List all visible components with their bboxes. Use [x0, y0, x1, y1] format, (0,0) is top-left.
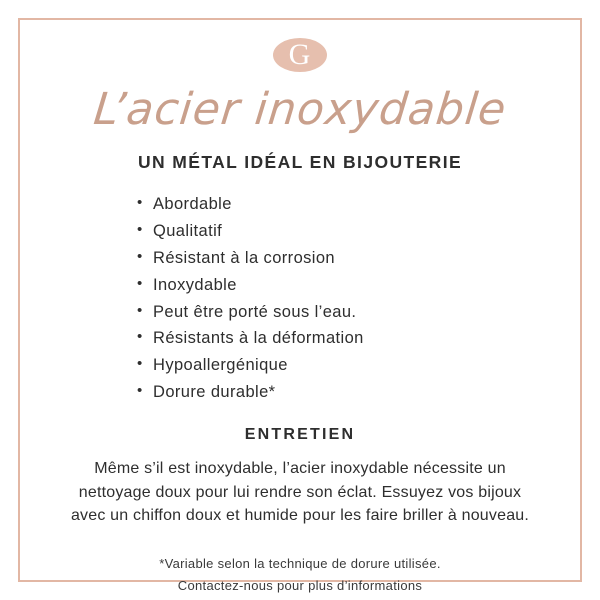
footnote-gilding: *Variable selon la technique de dorure utilisée. — [159, 556, 441, 572]
care-body: Même s’il est inoxydable, l’acier inoxydable nécessite un nettoyage doux pour lui rendre son éclat. Essuyez vos bijoux avec un chiffon doux et humide pour les faire briller à nouveau. — [70, 460, 530, 525]
card-content — [18, 18, 582, 593]
list-item: • Inoxydable — [135, 272, 465, 299]
brand-monogram — [273, 38, 327, 72]
list-item: • Résistant à la corrosion — [135, 245, 465, 272]
list-item: • Abordable — [135, 191, 465, 218]
benefits-list — [135, 191, 465, 406]
page-title: L’acier inoxydable — [91, 84, 509, 135]
footnotes — [159, 554, 441, 597]
list-item: • Résistants à la déformation — [135, 325, 465, 352]
list-item: • Peut être porté sous l’eau. — [135, 299, 465, 326]
list-item: • Hypoallergénique — [135, 352, 465, 379]
monogram-letter: G — [288, 38, 312, 71]
list-item: • Dorure durable* — [135, 379, 465, 406]
footnote-contact: Contactez-nous pour plus d’informations — [177, 577, 423, 593]
page-subtitle: UN MÉTAL IDÉAL EN BIJOUTERIE — [137, 152, 463, 172]
care-heading: ENTRETIEN — [244, 426, 356, 444]
list-item: • Qualitatif — [135, 218, 465, 245]
